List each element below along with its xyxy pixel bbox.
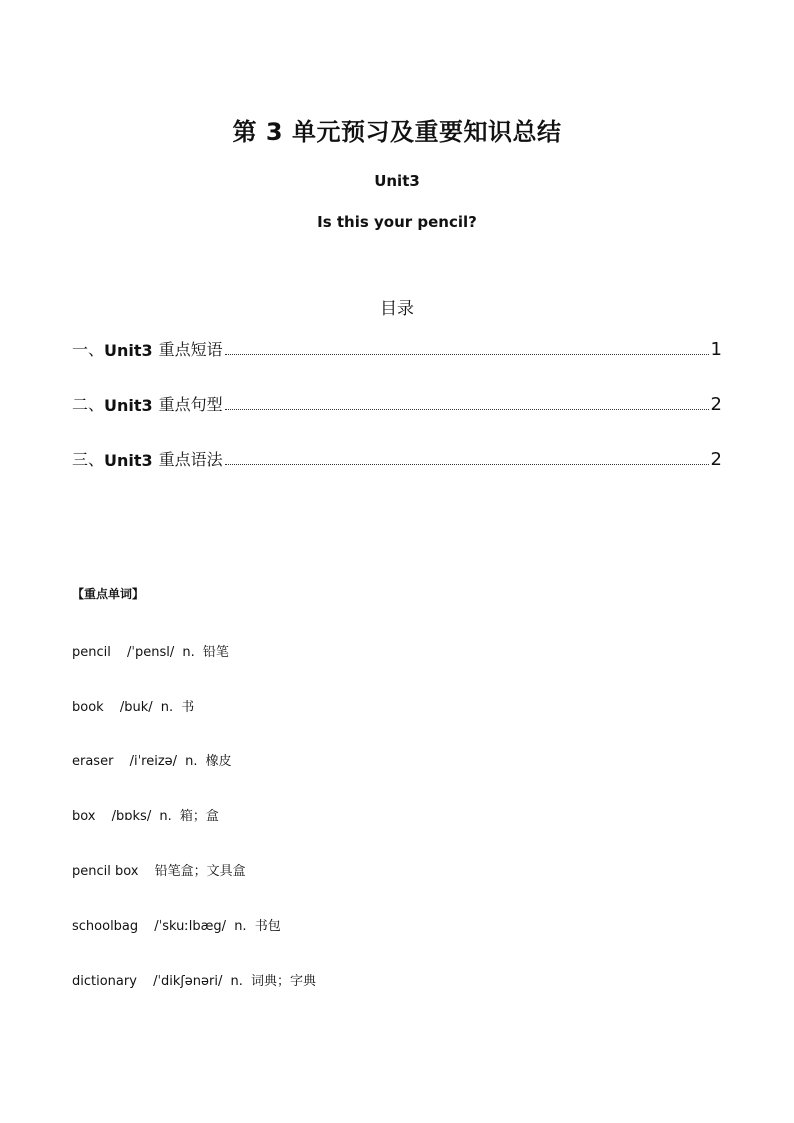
vocab-meaning: 词典；字典 (251, 974, 317, 989)
toc-dot-leader (225, 463, 709, 465)
toc-page-number: 1 (710, 339, 722, 360)
vocab-meaning: 书 (181, 700, 195, 715)
vocab-word: dictionary (72, 974, 137, 989)
vocab-section-title: 【重点单词】 (72, 587, 145, 601)
vocab-pos: n. (159, 809, 172, 824)
vocab-meaning: 铅笔 (202, 645, 229, 660)
vocab-pos: n. (185, 754, 198, 769)
unit-question: Is this your pencil? (317, 213, 477, 231)
toc-entry-grammar[interactable] (72, 446, 722, 470)
toc-entry-prefix: 一、 (72, 340, 105, 359)
vocab-phonetic: /bɒks/ (111, 809, 152, 824)
vocab-word: eraser (72, 754, 114, 769)
vocab-item (72, 805, 219, 824)
toc-entry-prefix: 二、 (72, 395, 105, 414)
vocab-word: box (72, 809, 96, 824)
toc-entry-phrases[interactable] (72, 336, 722, 360)
unit-heading: Unit3 (374, 172, 420, 190)
toc-entry-unit: Unit3 (104, 341, 153, 360)
vocab-meaning: 箱；盒 (179, 809, 219, 824)
vocab-word: pencil box (72, 864, 139, 879)
toc-page-number: 2 (710, 449, 722, 470)
toc-entry-label: 重点语法 (158, 450, 223, 469)
toc-dot-leader (225, 353, 709, 355)
toc-entry-unit: Unit3 (104, 451, 153, 470)
vocab-phonetic: /buk/ (119, 700, 153, 715)
vocab-pos: n. (182, 645, 195, 660)
toc-entry-unit: Unit3 (104, 396, 153, 415)
vocab-word: book (72, 700, 104, 715)
toc-entry-prefix: 三、 (72, 450, 105, 469)
vocab-phonetic: /ˈskuːlbæg/ (154, 919, 227, 934)
vocab-item (72, 750, 232, 769)
toc-entry-sentences[interactable] (72, 391, 722, 415)
vocab-pos: n. (234, 919, 247, 934)
toc-page-number: 2 (710, 394, 722, 415)
vocab-word: schoolbag (72, 919, 139, 934)
vocab-item (72, 970, 316, 989)
vocab-item (72, 696, 194, 715)
vocab-item (72, 641, 229, 660)
vocab-meaning: 书包 (254, 919, 281, 934)
vocab-item (72, 860, 246, 879)
vocab-pos: n. (230, 974, 243, 989)
vocab-phonetic: /ˈpensl/ (127, 645, 175, 660)
vocab-meaning: 铅笔盒；文具盒 (154, 864, 246, 879)
toc-heading: 目录 (380, 299, 414, 319)
vocab-word: pencil (72, 645, 111, 660)
toc-entry-label: 重点短语 (158, 340, 223, 359)
vocab-meaning: 橡皮 (205, 754, 232, 769)
vocab-item (72, 915, 281, 934)
vocab-pos: n. (160, 700, 174, 715)
toc-dot-leader (225, 408, 709, 410)
toc-entry-label: 重点句型 (158, 395, 223, 414)
vocab-phonetic: /ˈdikʃənəri/ (153, 974, 223, 989)
document-title: 第 3 单元预习及重要知识总结 (232, 118, 562, 146)
vocab-phonetic: /iˈreizə/ (129, 754, 178, 769)
